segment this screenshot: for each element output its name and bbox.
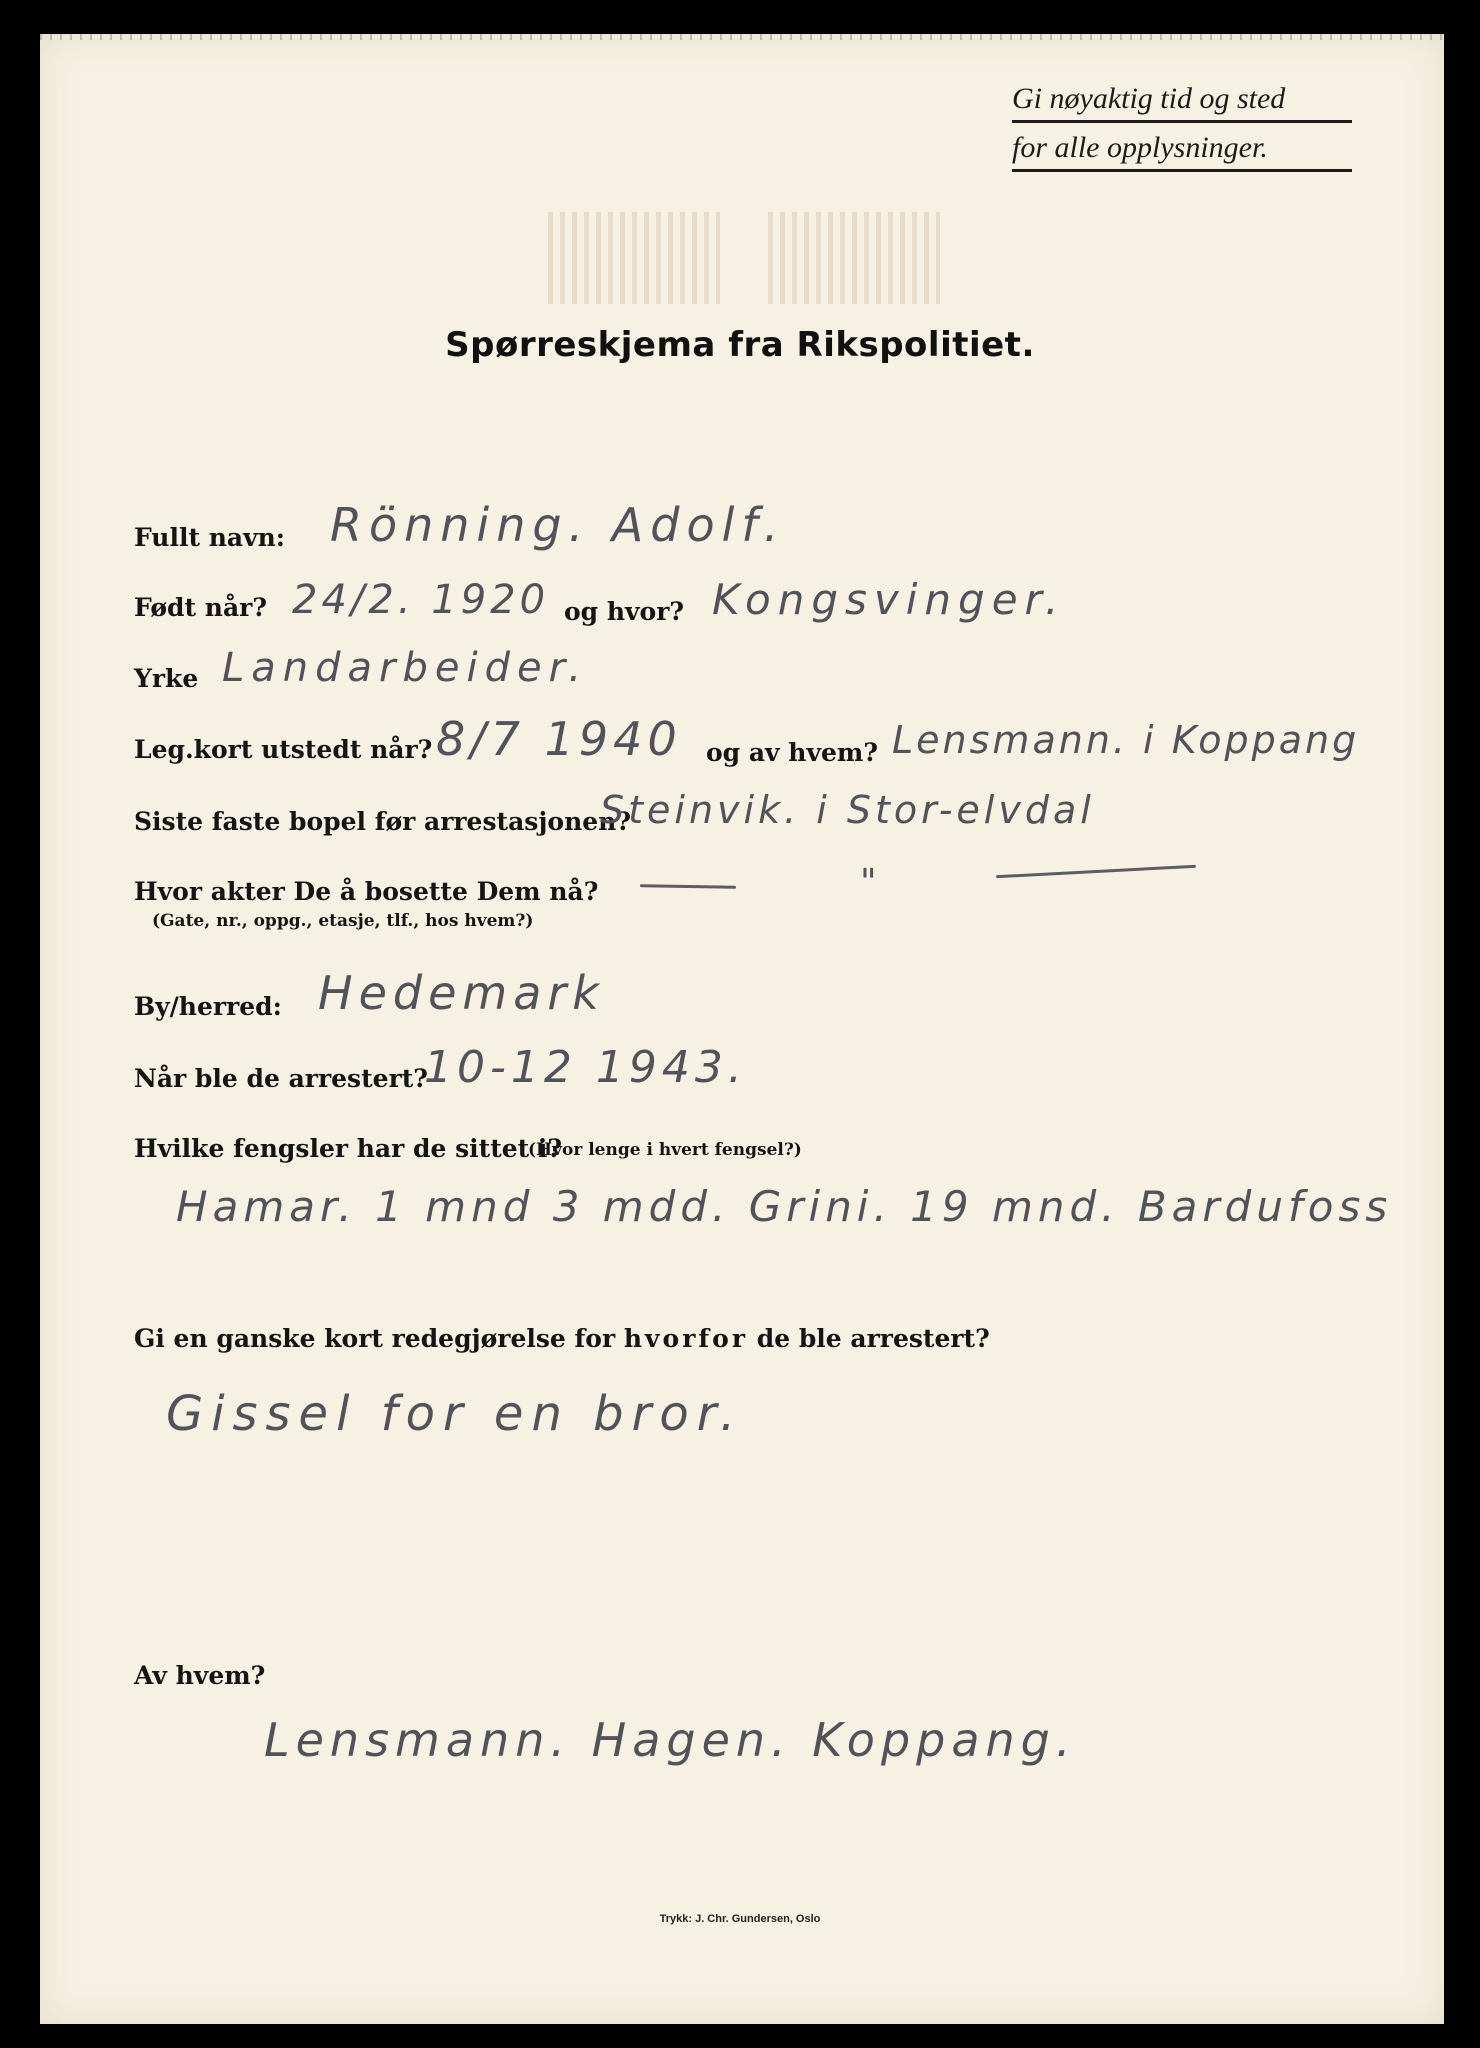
prisons-label: Hvilke fengsler har de sittet i?: [134, 1134, 563, 1163]
prisons-sublabel: (Hvor lenge i hvert fengsel?): [528, 1140, 802, 1160]
faded-stamp: [548, 212, 940, 304]
notice-line-2: for alle opplysninger.: [1012, 129, 1352, 172]
arrest-date-value: 10-12 1943.: [424, 1042, 747, 1093]
idcard-by-value: Lensmann. i Koppang: [892, 718, 1360, 762]
prisons-value: Hamar. 1 mnd 3 mdd. Grini. 19 mnd. Bardufoss: [176, 1182, 1393, 1231]
born-when-value: 24/2. 1920: [292, 577, 550, 623]
reason-label: [134, 1324, 990, 1353]
born-when-label: Født når?: [134, 593, 267, 622]
settle-label: Hvor akter De å bosette Dem nå?: [134, 877, 599, 906]
reason-label-prefix: Gi en ganske kort redegjørelse for: [134, 1324, 616, 1353]
instruction-notice: [1012, 80, 1352, 178]
last-address-label: Siste faste bopel før arrestasjonen?: [134, 807, 631, 836]
idcard-when-value: 8/7 1940: [436, 712, 682, 766]
settle-sublabel: (Gate, nr., oppg., etasje, tlf., hos hvem?): [152, 911, 534, 931]
by-whom-label: Av hvem?: [134, 1661, 266, 1690]
idcard-when-label: Leg.kort utstedt når?: [134, 735, 433, 764]
born-where-value: Kongsvinger.: [712, 575, 1066, 624]
born-where-label: og hvor?: [564, 597, 685, 626]
idcard-by-label: og av hvem?: [706, 738, 878, 767]
notice-line-1: Gi nøyaktig tid og sted: [1012, 80, 1352, 123]
occupation-value: Landarbeider.: [222, 645, 589, 691]
settle-value: ": [860, 862, 884, 903]
occupation-label: Yrke: [134, 664, 199, 693]
reason-value: Gissel for en bror.: [166, 1386, 744, 1442]
by-whom-value: Lensmann. Hagen. Koppang.: [264, 1713, 1077, 1767]
scan-scale-strip: [40, 34, 1444, 40]
full-name-label: Fullt navn:: [134, 523, 286, 552]
full-name-value: Rönning. Adolf.: [330, 498, 786, 552]
last-address-value: Steinvik. i Stor-elvdal: [600, 788, 1095, 832]
reason-label-emphasis: hvorfor: [623, 1324, 749, 1353]
form-title: Spørreskjema fra Rikspolitiet.: [445, 325, 1035, 365]
municipality-value: Hedemark: [318, 966, 605, 1020]
municipality-label: By/herred:: [134, 992, 282, 1021]
printer-imprint: Trykk: J. Chr. Gundersen, Oslo: [659, 1913, 821, 1925]
arrest-date-label: Når ble de arrestert?: [134, 1064, 428, 1093]
reason-label-suffix: de ble arrestert?: [756, 1324, 990, 1353]
